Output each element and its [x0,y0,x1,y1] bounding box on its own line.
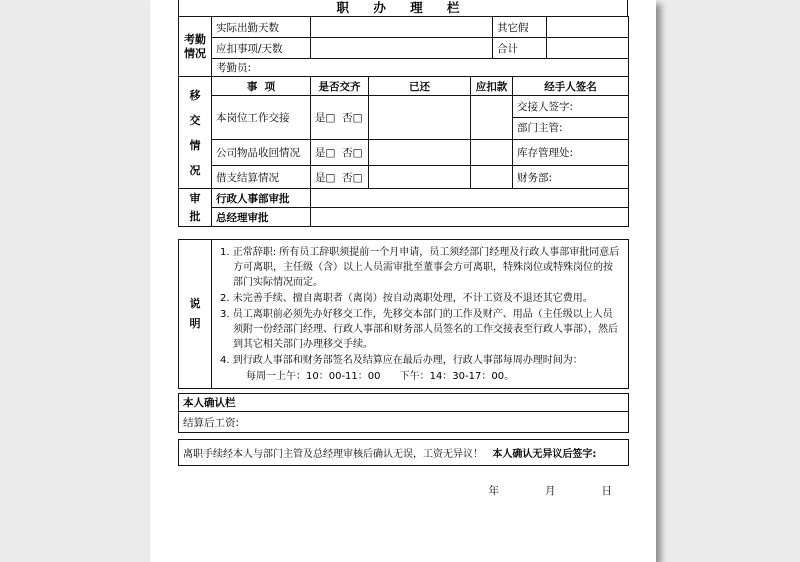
form-title: 职 办 理 栏 [178,0,628,17]
notes-table [178,239,629,389]
header-item: 事 项 [212,77,311,96]
hr-approval-value-cell [311,189,629,208]
attendance-table [178,16,629,77]
note-item: 4. 到行政人事部和财务部签名及结算应在最后办理，行政人事部每周办理时间为： [220,355,583,366]
actual-attendance-days-label: 实际出勤天数 [212,17,311,38]
handover-item-loan: 借支结算情况 [212,166,311,189]
notes-content [212,240,629,389]
confirmation-statement-cell [179,440,629,466]
salary-after-settlement-label: 结算后工资: [179,412,629,433]
total-label: 合计 [493,38,547,59]
month-label: 月 [545,485,556,497]
job-returned-cell [369,96,471,140]
attendance-section-label-text: 考勤情况 [184,32,206,60]
transferee-signature-label: 交接人签字: [513,96,628,118]
note-item: 3. 员工离职前必须先办好移交工作，先移交本部门的工作及财产、用品（主任级以上人员须附一份经部门经理、行政人事部和财务部人员签名的工作交接表至行政人事部），然后到其它相关部门办理移交手续。 [220,309,618,350]
confirmation-table [178,393,629,433]
handover-item-job: 本岗位工作交接 [212,96,311,140]
other-leave-label: 其它假 [493,17,547,38]
confirmation-sign-label: 本人确认无异议后签字: [492,449,597,460]
attendance-section-label [179,17,212,77]
notes-section-label [179,240,212,389]
handover-section-label-text: 移交情况 [189,88,201,177]
confirmation-statement: 离职手续经本人与部门主管及总经理审核后确认无误，工资无异议！ [183,449,483,460]
job-handover-checkboxes[interactable]: 是□ 否□ [311,96,369,140]
date-line [178,483,628,498]
company-items-returned-cell [369,140,471,166]
inventory-management-label: 库存管理处: [513,140,629,166]
handover-section-label [179,77,212,189]
confirmation-statement-table [178,439,629,466]
loan-deduction-cell [471,166,513,189]
other-leave-value-cell [547,17,629,38]
deduction-items-value-cell [311,38,493,59]
gm-approval-label: 总经理审批 [212,208,311,227]
dept-supervisor-label: 部门主管: [517,122,563,134]
job-signature-cell [513,96,629,140]
resignation-form [178,0,628,498]
hr-approval-label: 行政人事部审批 [212,189,311,208]
day-label: 日 [601,485,612,497]
attendance-clerk-label: 考勤员: [212,59,629,77]
note-item-times: 每周一上午：10：00-11：00 下午：14：30-17：00。 [246,371,515,382]
confirmation-header: 本人确认栏 [179,394,629,412]
job-deduction-cell [471,96,513,140]
document-page [150,0,656,562]
notes-section-label-text: 说明 [189,297,201,330]
total-value-cell [547,38,629,59]
year-label: 年 [488,485,499,497]
loan-checkboxes[interactable]: 是□ 否□ [311,166,369,189]
header-deduction: 应扣款 [471,77,513,96]
header-handler-signature: 经手人签名 [513,77,629,96]
handover-table [178,76,629,189]
header-handed-over: 是否交齐 [311,77,369,96]
approval-table [178,188,629,227]
note-item: 1. 正常辞职: 所有员工辞职须提前一个月申请，员工须经部门经理及行政人事部审批同意后方可离职，主任级（含）以上人员需审批至董事会方可离职，特殊岗位或特殊岗位的按部门实际情况而定。 [220,247,620,288]
header-returned: 已还 [369,77,471,96]
approval-section-label-text: 审批 [189,191,201,223]
gm-approval-value-cell [311,208,629,227]
company-items-deduction-cell [471,140,513,166]
deduction-items-label: 应扣事项/天数 [212,38,311,59]
company-items-checkboxes[interactable]: 是□ 否□ [311,140,369,166]
note-item: 2. 未完善手续、擅自离职者（离岗）按自动离职处理，不计工资及不退还其它费用。 [220,293,593,304]
approval-section-label [179,189,212,227]
finance-dept-label: 财务部: [513,166,629,189]
handover-item-company-items: 公司物品收回情况 [212,140,311,166]
actual-attendance-days-value-cell [311,17,493,38]
loan-returned-cell [369,166,471,189]
